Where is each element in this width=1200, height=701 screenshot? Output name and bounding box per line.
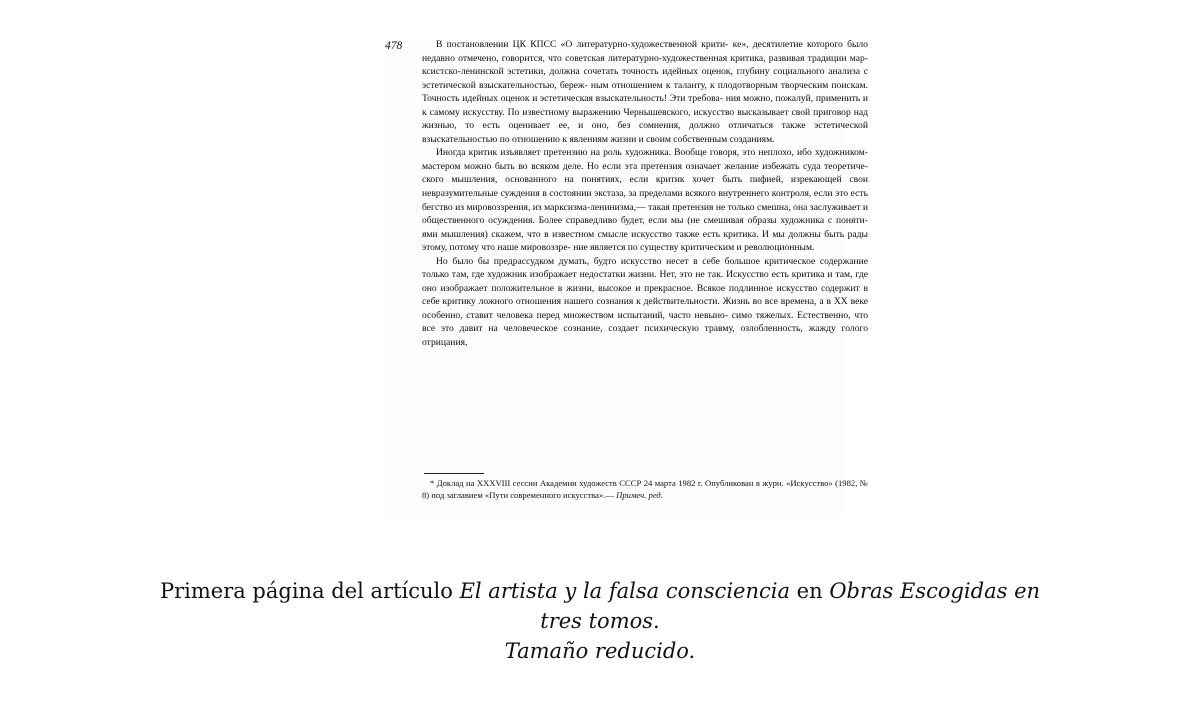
text-line: Точность идейных оценок и эстетическая взыскательность! Эти требова- [422, 93, 724, 105]
text-line: также эстетической взыскательностью по отношению к явлениям жизни [422, 120, 868, 145]
footnote-divider [424, 473, 484, 474]
caption-book-title-cont: tres tomos [540, 609, 654, 633]
text-line: справедливо будет, если мы (не смешивая образы художника с поняти- [565, 215, 868, 227]
figure-caption [40, 576, 1160, 666]
text-line: ние является по существу критическим и революционным. [573, 242, 815, 254]
text-line: большое критическое содержание только там, где художник изображает [422, 255, 868, 281]
page-number: 478 [385, 40, 403, 52]
text-line: ным отношением к таланту, к плодотворным творческим поискам. [590, 79, 868, 91]
footnote-line: Опубликован в журн. «Искусство» (1982, № 8) под заглавием «Пути современного [422, 478, 868, 500]
caption-text: en [790, 579, 830, 603]
text-line: Но было бы предрассудком думать, будто искусство несет в себе [436, 255, 720, 267]
text-line: ского мышления, основанного на понятиях, если критик хочет быть [422, 174, 743, 186]
text-line: ями мышления) скажем, что в известном смысле искусство также есть [422, 228, 721, 240]
paragraph-1 [422, 38, 868, 146]
text-line: особенно, ставит человека перед множеством испытаний, часто невыно- [422, 309, 729, 321]
text-line: бегство из мировоззрения, из марксизма-ленинизма,— такая претензия [422, 201, 714, 213]
text-line: создает психическую травму, озлобленность, жажду голого отрицания, [422, 323, 869, 349]
text-line: недостатки жизни. Нет, это не так. Искусство есть критика и там, где [579, 269, 869, 281]
text-line: выражению Чернышевского, искусство высказывает свой приговор над [572, 106, 869, 118]
text-line: глубину социального анализа с эстетической взыскательностью, береж- [422, 66, 868, 91]
text-line: ке», десятилетие которого было недавно отмечено, говорится, что [422, 39, 868, 64]
paragraph-3 [422, 255, 868, 350]
text-line: симо тяжелых. Естественно, что все это давит на человеческое сознание, [422, 309, 868, 335]
text-line: пифией, изрекающей свои невразумительные суждения в состоянии [422, 174, 868, 200]
caption-line-1 [40, 576, 1160, 606]
text-line: советская литературно-художественная критика, развивая традиции мар- [565, 52, 868, 64]
scanned-page [385, 38, 869, 518]
text-line: и своим собственным созданиям. [638, 133, 775, 145]
text-line: подлинное искусство содержит в себе критику ложного отношения [422, 282, 868, 308]
article-body [422, 38, 868, 350]
footnote [422, 477, 868, 501]
text-line: нашего сознания к действительности. Жизнь во все времена, а в XX веке [563, 296, 869, 308]
caption-book-title: Obras Escogidas en [829, 579, 1041, 603]
text-line: говоря, это неплохо, ибо художником-мастером можно быть во всяком [422, 147, 868, 172]
text-line: В постановлении ЦК КПСС «О литературно-художественной крити- [436, 39, 729, 50]
text-line: критика. И мы должны быть рады этому, потому что наше мировоззре- [422, 228, 868, 254]
caption-text: . [653, 609, 660, 633]
caption-line-3: Tamaño reducido. [504, 639, 696, 663]
text-line: оно изображает положительное в жизни, высокое и прекрасное. Всякое [422, 282, 726, 294]
caption-article-title: El artista y la falsa consciencia [459, 579, 790, 603]
text-line: Иногда критик изъявляет претензию на роль художника. Вообще [436, 147, 707, 159]
footnote-editor-note: Примеч. ред. [616, 490, 663, 500]
caption-text: Primera página del artículo [159, 579, 460, 603]
text-line: ксистско-ленинской эстетики, должна сочетать точность идейных оценок, [422, 66, 733, 78]
text-line: ния можно, пожалуй, применить и к самому искусству. По известному [422, 93, 868, 118]
text-line: экстаза, за пределами всякого внутреннего контроля, если это есть [594, 188, 868, 200]
paragraph-2 [422, 146, 868, 254]
text-line: не только смешна, она заслуживает и общественного осуждения. Более [422, 201, 868, 227]
footnote-line: * Доклад на XXXVIII сессии Академии художеств СССР 24 марта 1982 г. [430, 478, 703, 488]
caption-line-2 [40, 606, 1160, 636]
text-line: деле. Но если эта претензия означает желание избежать суда теоретиче- [562, 160, 868, 172]
text-line: жизнью, то есть оценивает ее, и оно, без сомнения, должно отличаться [422, 120, 774, 132]
footnote-line: искусства».— [563, 490, 614, 500]
